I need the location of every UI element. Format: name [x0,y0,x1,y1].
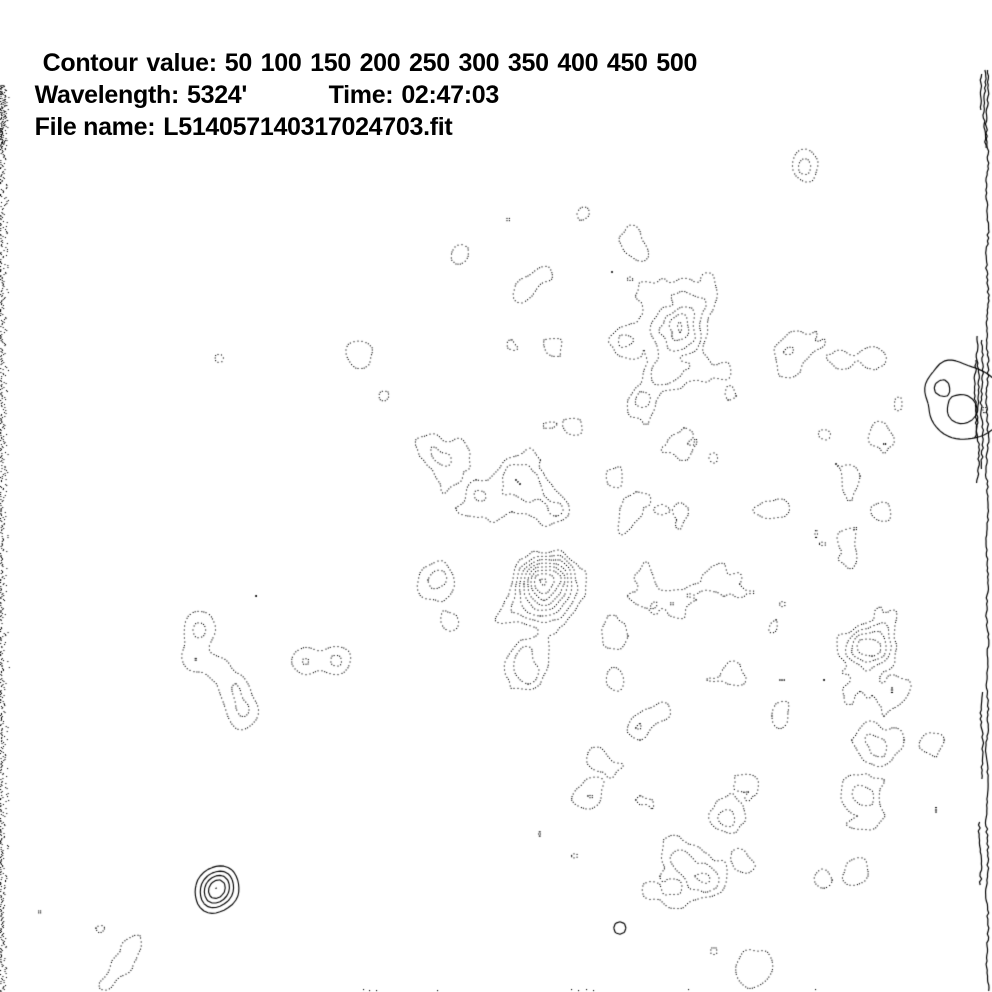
header-filename [8,84,452,171]
time-value: 02:47:03 [401,81,500,109]
contour-value-label: Contour value: [42,49,217,77]
filename-value: L514057140317024703.fit [163,113,453,141]
wavelength-label: Wavelength: [34,81,179,109]
filename-label: File name: [34,113,156,141]
contour-value-list: 50 100 150 200 250 300 350 400 450 500 [224,49,698,77]
wavelength-value: 5324' [187,81,248,109]
time-label: Time: [328,81,394,109]
